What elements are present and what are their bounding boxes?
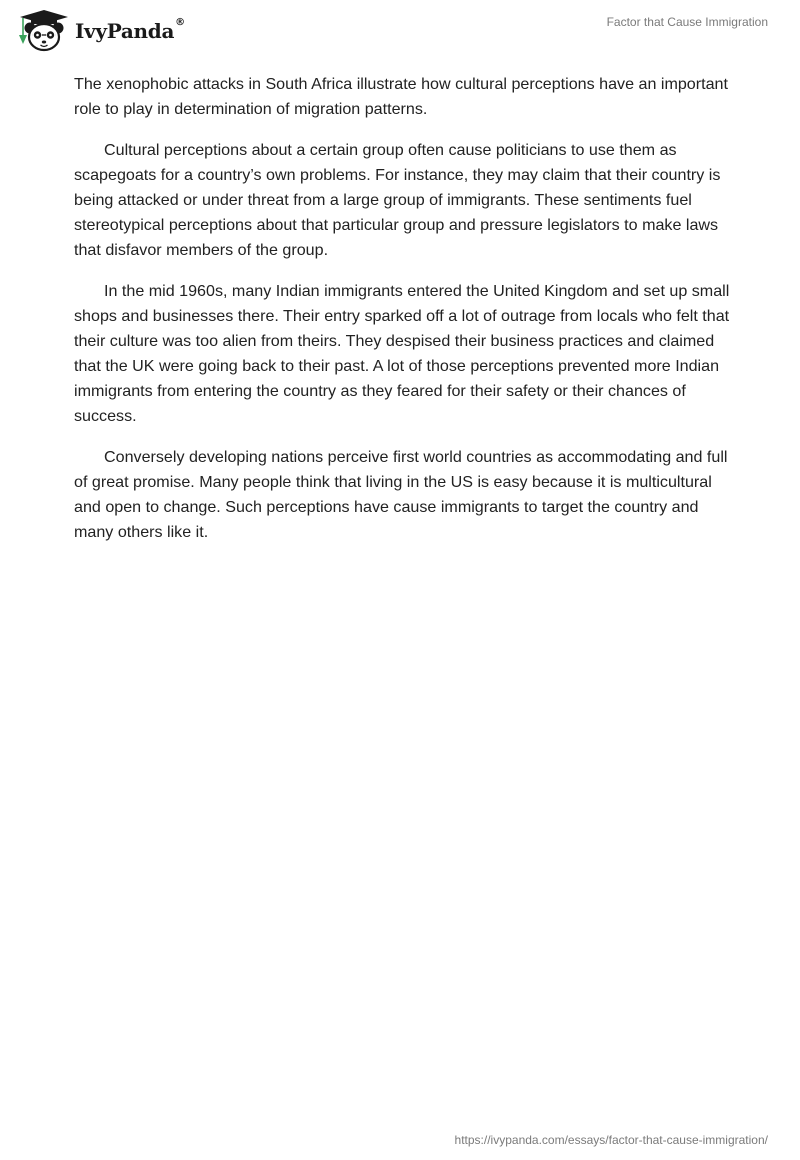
essay-body xyxy=(74,72,734,561)
ivypanda-logo[interactable] xyxy=(14,8,185,52)
logo-wordmark xyxy=(75,19,185,43)
panda-graduate-icon xyxy=(14,8,70,52)
page-header xyxy=(0,0,800,60)
registered-mark: ® xyxy=(175,17,185,28)
paragraph-1: The xenophobic attacks in South Africa illustrate how cultural perceptions have an important role to play in determination of migration patterns. xyxy=(74,75,728,118)
paragraph-4: Conversely developing nations perceive first world countries as accommodating and full of great promise. Many people think that living in the US is easy because it is multicultural and open to change. Such perceptions have cause immigrants to target the country and many others like it. xyxy=(74,448,728,541)
document-title: Factor that Cause Immigration xyxy=(606,15,768,29)
source-url-link[interactable]: https://ivypanda.com/essays/factor-that-cause-immigration/ xyxy=(454,1133,768,1147)
logo-text: IvyPanda xyxy=(75,19,175,43)
paragraph-3: In the mid 1960s, many Indian immigrants entered the United Kingdom and set up small shops and businesses there. Their entry sparked off a lot of outrage from locals who felt that their culture was too alien from theirs. They despised their business practices and claimed that the UK were going back to their past. A lot of those perceptions prevented more Indian immigrants from entering the country as they feared for their safety or their chances of success. xyxy=(74,282,730,425)
paragraph-2: Cultural perceptions about a certain group often cause politicians to use them as scapegoats for a country’s own problems. For instance, they may claim that their country is being attacked or under threat from a large group of immigrants. These sentiments fuel stereotypical perceptions about that particular group and pressure legislators to make laws that disfavor members of the group. xyxy=(74,141,721,259)
